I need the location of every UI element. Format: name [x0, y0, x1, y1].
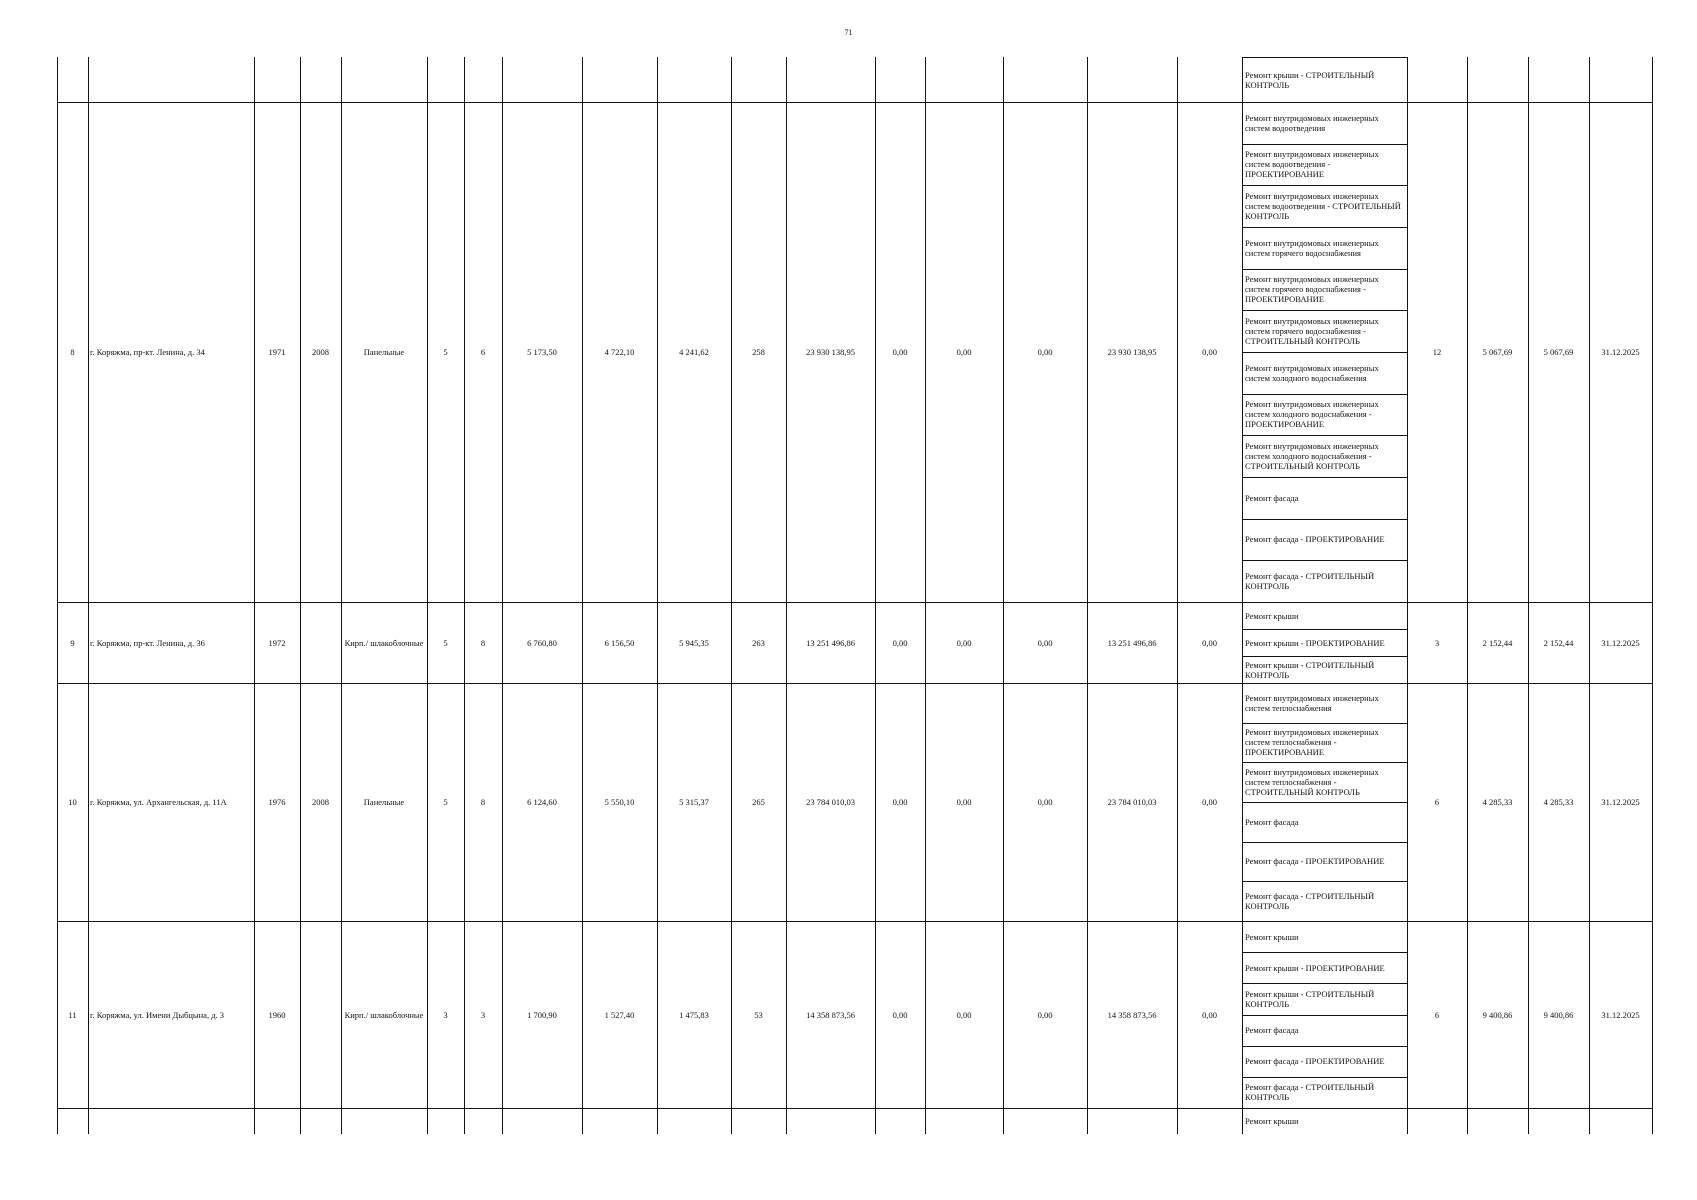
deadline: 31.12.2025	[1601, 637, 1640, 648]
max-cost-per-sqm: 4 285,33	[1543, 797, 1574, 807]
row-number: 8	[70, 347, 75, 357]
entrances: 8	[480, 797, 486, 807]
cost-total: 14 358 873,56	[806, 1009, 855, 1020]
row-divider	[57, 1108, 1652, 1109]
address: г. Коряжма, пр-кт. Ленина, д. 36	[90, 637, 205, 648]
cost-other: 0,00	[1202, 797, 1217, 807]
wall-material: Панельные	[363, 347, 405, 357]
cost-owners: 23 784 010,03	[1107, 797, 1157, 807]
cost-per-sqm: 5 067,69	[1482, 347, 1513, 357]
work-item: Ремонт фасада	[1245, 492, 1299, 503]
cost-per-sqm: 9 400,86	[1482, 1009, 1513, 1020]
year-overhaul	[300, 602, 341, 683]
work-item: Ремонт фасада	[1245, 816, 1299, 827]
cost-fund: 0,00	[892, 797, 908, 807]
work-item: Ремонт фасада - СТРОИТЕЛЬНЫЙ КОНТРОЛЬ	[1245, 1082, 1375, 1103]
work-item: Ремонт крыши - ПРОЕКТИРОВАНИЕ	[1245, 962, 1385, 973]
residents: 263	[752, 637, 765, 648]
work-item: Ремонт крыши - СТРОИТЕЛЬНЫЙ КОНТРОЛЬ	[1245, 659, 1375, 680]
work-count: 6	[1434, 797, 1440, 807]
year-overhaul	[300, 921, 341, 1108]
work-item: Ремонт фасада - СТРОИТЕЛЬНЫЙ КОНТРОЛЬ	[1245, 571, 1375, 592]
page-number: 71	[844, 28, 853, 37]
cost-owners: 23 930 138,95	[1107, 347, 1157, 357]
cost-other: 0,00	[1202, 637, 1217, 648]
deadline: 31.12.2025	[1601, 797, 1640, 807]
cost-regional: 0,00	[956, 637, 972, 648]
work-item: Ремонт внутридомовых инженерных систем горячего водоснабжения	[1245, 237, 1379, 258]
cost-fund: 0,00	[892, 1009, 908, 1020]
address: г. Коряжма, ул. Архангельская, д. 11А	[90, 797, 227, 807]
cost-local: 0,00	[1037, 1009, 1053, 1020]
year-overhaul: 2008	[312, 797, 329, 807]
area-premises: 6 156,50	[604, 637, 635, 648]
cost-fund: 0,00	[892, 347, 908, 357]
area-premises: 1 527,40	[604, 1009, 635, 1020]
cost-regional: 0,00	[956, 347, 972, 357]
year-built: 1971	[268, 347, 286, 357]
floors: 3	[443, 1009, 448, 1020]
work-item: Ремонт внутридомовых инженерных систем холодного водоснабжения - ПРОЕКТИРОВАНИЕ	[1245, 399, 1379, 430]
work-item: Ремонт внутридомовых инженерных систем горячего водоснабжения - СТРОИТЕЛЬНЫЙ КОНТРОЛЬ	[1245, 316, 1379, 347]
work-item: Ремонт крыши	[1245, 610, 1299, 621]
area-total: 1 700,90	[527, 1009, 557, 1020]
entrances: 8	[480, 637, 486, 648]
cost-other: 0,00	[1202, 347, 1217, 357]
work-item: Ремонт внутридомовых инженерных систем водоотведения - ПРОЕКТИРОВАНИЕ	[1245, 149, 1379, 180]
work-item: Ремонт фасада	[1245, 1025, 1299, 1036]
entrances: 6	[480, 347, 486, 357]
work-count: 6	[1434, 1009, 1440, 1020]
year-built: 1972	[268, 637, 286, 648]
floors: 5	[443, 347, 448, 357]
area-residential: 5 315,37	[679, 797, 709, 807]
cost-local: 0,00	[1037, 797, 1053, 807]
floors: 5	[443, 637, 448, 648]
work-item: Ремонт крыши - СТРОИТЕЛЬНЫЙ КОНТРОЛЬ	[1245, 69, 1375, 90]
wall-material: Панельные	[363, 797, 405, 807]
wall-material: Кирп./ шлакоблочные	[344, 637, 424, 648]
year-built: 1960	[268, 1009, 286, 1020]
work-item: Ремонт фасада - ПРОЕКТИРОВАНИЕ	[1245, 1056, 1385, 1067]
work-item: Ремонт крыши - СТРОИТЕЛЬНЫЙ КОНТРОЛЬ	[1245, 988, 1375, 1009]
cost-regional: 0,00	[956, 797, 972, 807]
cost-local: 0,00	[1037, 347, 1053, 357]
work-item: Ремонт внутридомовых инженерных систем теплоснабжения - СТРОИТЕЛЬНЫЙ КОНТРОЛЬ	[1245, 767, 1379, 798]
cost-local: 0,00	[1037, 637, 1053, 648]
work-item: Ремонт крыши - ПРОЕКТИРОВАНИЕ	[1245, 637, 1385, 648]
work-item: Ремонт крыши	[1245, 1116, 1299, 1126]
address: г. Коряжма, пр-кт. Ленина, д. 34	[90, 347, 205, 357]
work-item: Ремонт фасада - СТРОИТЕЛЬНЫЙ КОНТРОЛЬ	[1245, 891, 1375, 912]
entrances: 3	[480, 1009, 486, 1020]
work-item: Ремонт внутридомовых инженерных систем холодного водоснабжения - СТРОИТЕЛЬНЫЙ КОНТРОЛЬ	[1245, 441, 1379, 472]
work-item: Ремонт крыши	[1245, 931, 1299, 942]
work-item: Ремонт внутридомовых инженерных систем горячего водоснабжения - ПРОЕКТИРОВАНИЕ	[1245, 274, 1379, 305]
cost-total: 23 784 010,03	[806, 797, 855, 807]
work-count: 3	[1434, 637, 1440, 648]
max-cost-per-sqm: 9 400,86	[1543, 1009, 1574, 1020]
area-premises: 4 722,10	[604, 347, 635, 357]
residents: 258	[752, 347, 765, 357]
area-total: 6 760,80	[527, 637, 557, 648]
year-built: 1976	[268, 797, 286, 807]
residents: 265	[752, 797, 765, 807]
cost-owners: 13 251 496,86	[1107, 637, 1157, 648]
cost-total: 23 930 138,95	[806, 347, 855, 357]
cost-per-sqm: 2 152,44	[1482, 637, 1513, 648]
work-item: Ремонт фасада - ПРОЕКТИРОВАНИЕ	[1245, 534, 1385, 545]
work-count: 12	[1432, 347, 1442, 357]
cost-regional: 0,00	[956, 1009, 972, 1020]
residents: 53	[754, 1009, 763, 1020]
row-number: 10	[68, 797, 77, 807]
area-residential: 4 241,62	[679, 347, 709, 357]
area-premises: 5 550,10	[604, 797, 635, 807]
max-cost-per-sqm: 5 067,69	[1543, 347, 1574, 357]
year-overhaul: 2008	[312, 347, 329, 357]
work-item: Ремонт внутридомовых инженерных систем теплоснабжения	[1245, 692, 1379, 713]
cost-per-sqm: 4 285,33	[1482, 797, 1513, 807]
column-divider	[1652, 57, 1653, 1134]
work-item: Ремонт внутридомовых инженерных систем водоотведения	[1245, 112, 1379, 133]
max-cost-per-sqm: 2 152,44	[1543, 637, 1574, 648]
area-residential: 5 945,35	[679, 637, 709, 648]
row-number: 11	[68, 1009, 77, 1020]
work-item: Ремонт внутридомовых инженерных систем водоотведения - СТРОИТЕЛЬНЫЙ КОНТРОЛЬ	[1245, 191, 1401, 222]
area-total: 5 173,50	[527, 347, 557, 357]
cost-total: 13 251 496,86	[806, 637, 855, 648]
work-item: Ремонт внутридомовых инженерных систем теплоснабжения - ПРОЕКТИРОВАНИЕ	[1245, 727, 1379, 758]
row-number: 9	[70, 637, 75, 648]
cost-owners: 14 358 873,56	[1107, 1009, 1157, 1020]
work-item: Ремонт фасада - ПРОЕКТИРОВАНИЕ	[1245, 856, 1385, 867]
work-item: Ремонт внутридомовых инженерных систем холодного водоснабжения	[1245, 362, 1379, 383]
area-residential: 1 475,83	[679, 1009, 709, 1020]
deadline: 31.12.2025	[1601, 347, 1640, 357]
floors: 5	[443, 797, 448, 807]
wall-material: Кирп./ шлакоблочные	[344, 1009, 424, 1020]
deadline: 31.12.2025	[1601, 1009, 1640, 1020]
area-total: 6 124,60	[527, 797, 557, 807]
cost-other: 0,00	[1202, 1009, 1217, 1020]
address: г. Коряжма, ул. Имени Дыбцына, д. 3	[90, 1009, 225, 1020]
cost-fund: 0,00	[892, 637, 908, 648]
